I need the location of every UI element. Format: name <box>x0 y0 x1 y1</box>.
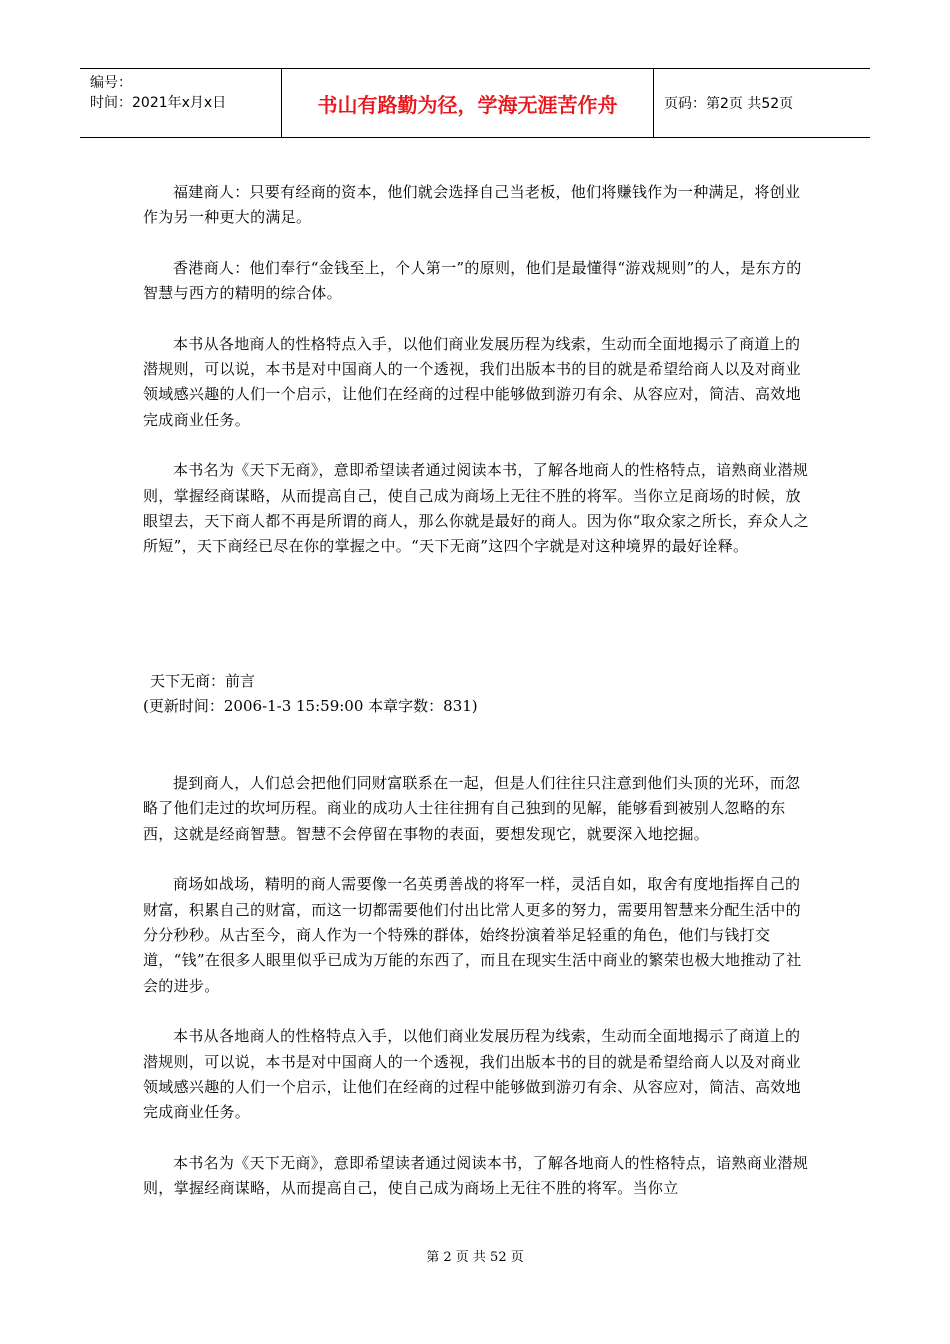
paragraph-battlefield: 商场如战场，精明的商人需要像一名英勇善战的将军一样，灵活自如，取舍有度地指挥自己的财富，积累自己的财富，而这一切都需要他们付出比常人更多的努力，需要用智慧来分配生活中的分分秒秒。从古至今，商人作为一个特殊的群体，始终扮演着举足轻重的角色，他们与钱打交道，“钱”在很多人眼里似乎已成为万能的东西了，而且在现实生活中商业的繁荣也极大地推动了社会的进步。 <box>143 875 802 995</box>
chapter-meta: (更新时间：2006-1-3 15:59:00 本章字数：831) <box>143 696 478 715</box>
paragraph-book-title: 本书名为《天下无商》，意即希望读者通过阅读本书，了解各地商人的性格特点，谙熟商业潜规则，掌握经商谋略，从而提高自己，使自己成为商场上无往不胜的将军。当你立足商场的时候，放眼望去，天下商人都不再是所谓的商人，那么你就是最好的商人。因为你“取众家之所长，弃众人之所短”，天下商经已尽在你的掌握之中。“天下无商”这四个字就是对这种境界的最好诠释。 <box>143 461 809 556</box>
paragraph-merchants: 提到商人，人们总会把他们同财富联系在一起，但是人们往往只注意到他们头顶的光环，而忽略了他们走过的坎坷历程。商业的成功人士往往拥有自己独到的见解，能够看到被别人忽略的东西，这就是经商智慧。智慧不会停留在事物的表面，要想发现它，就要深入地挖掘。 <box>143 773 801 843</box>
motto-text: 书山有路勤为径，学海无涯苦作舟 <box>317 92 618 117</box>
paragraph-book-title-partial: 本书名为《天下无商》，意即希望读者通过阅读本书，了解各地商人的性格特点，谙熟商业潜规则，掌握经商谋略，从而提高自己，使自己成为商场上无往不胜的将军。当你立 <box>143 1153 809 1198</box>
paragraph-hongkong: 香港商人：他们奉行“金钱至上，个人第一”的原则，他们是最懂得“游戏规则”的人，是东方的智慧与西方的精明的综合体。 <box>143 258 802 303</box>
number-label: 编号： <box>90 75 132 91</box>
page-info: 页码：第2页 共52页 <box>664 96 794 112</box>
chapter-title: 天下无商：前言 <box>150 671 256 690</box>
paragraph-book-intro-repeat: 本书从各地商人的性格特点入手，以他们商业发展历程为线索，生动而全面地揭示了商道上的潜规则，可以说，本书是对中国商人的一个透视，我们出版本书的目的就是希望给商人以及对商业领域感兴趣的人们一个启示，让他们在经商的过程中能够做到游刃有余、从容应对，简洁、高效地完成商业任务。 <box>143 1027 801 1122</box>
paragraph-book-intro: 本书从各地商人的性格特点入手，以他们商业发展历程为线索，生动而全面地揭示了商道上的潜规则，可以说，本书是对中国商人的一个透视，我们出版本书的目的就是希望给商人以及对商业领域感兴趣的人们一个启示，让他们在经商的过程中能够做到游刃有余、从容应对，简洁、高效地完成商业任务。 <box>143 334 801 429</box>
header-motto-cell <box>282 69 654 137</box>
time-label: 时间：2021年x月x日 <box>90 95 227 111</box>
section-gap <box>143 585 809 669</box>
paragraph-fujian: 福建商人：只要有经商的资本，他们就会选择自己当老板，他们将赚钱作为一种满足，将创业作为另一种更大的满足。 <box>143 183 801 227</box>
page-header <box>80 68 870 138</box>
header-page-cell <box>654 69 870 137</box>
page-footer: 第 2 页 共 52 页 <box>426 1250 524 1265</box>
header-meta-cell <box>80 69 282 137</box>
document-body <box>143 180 809 1227</box>
